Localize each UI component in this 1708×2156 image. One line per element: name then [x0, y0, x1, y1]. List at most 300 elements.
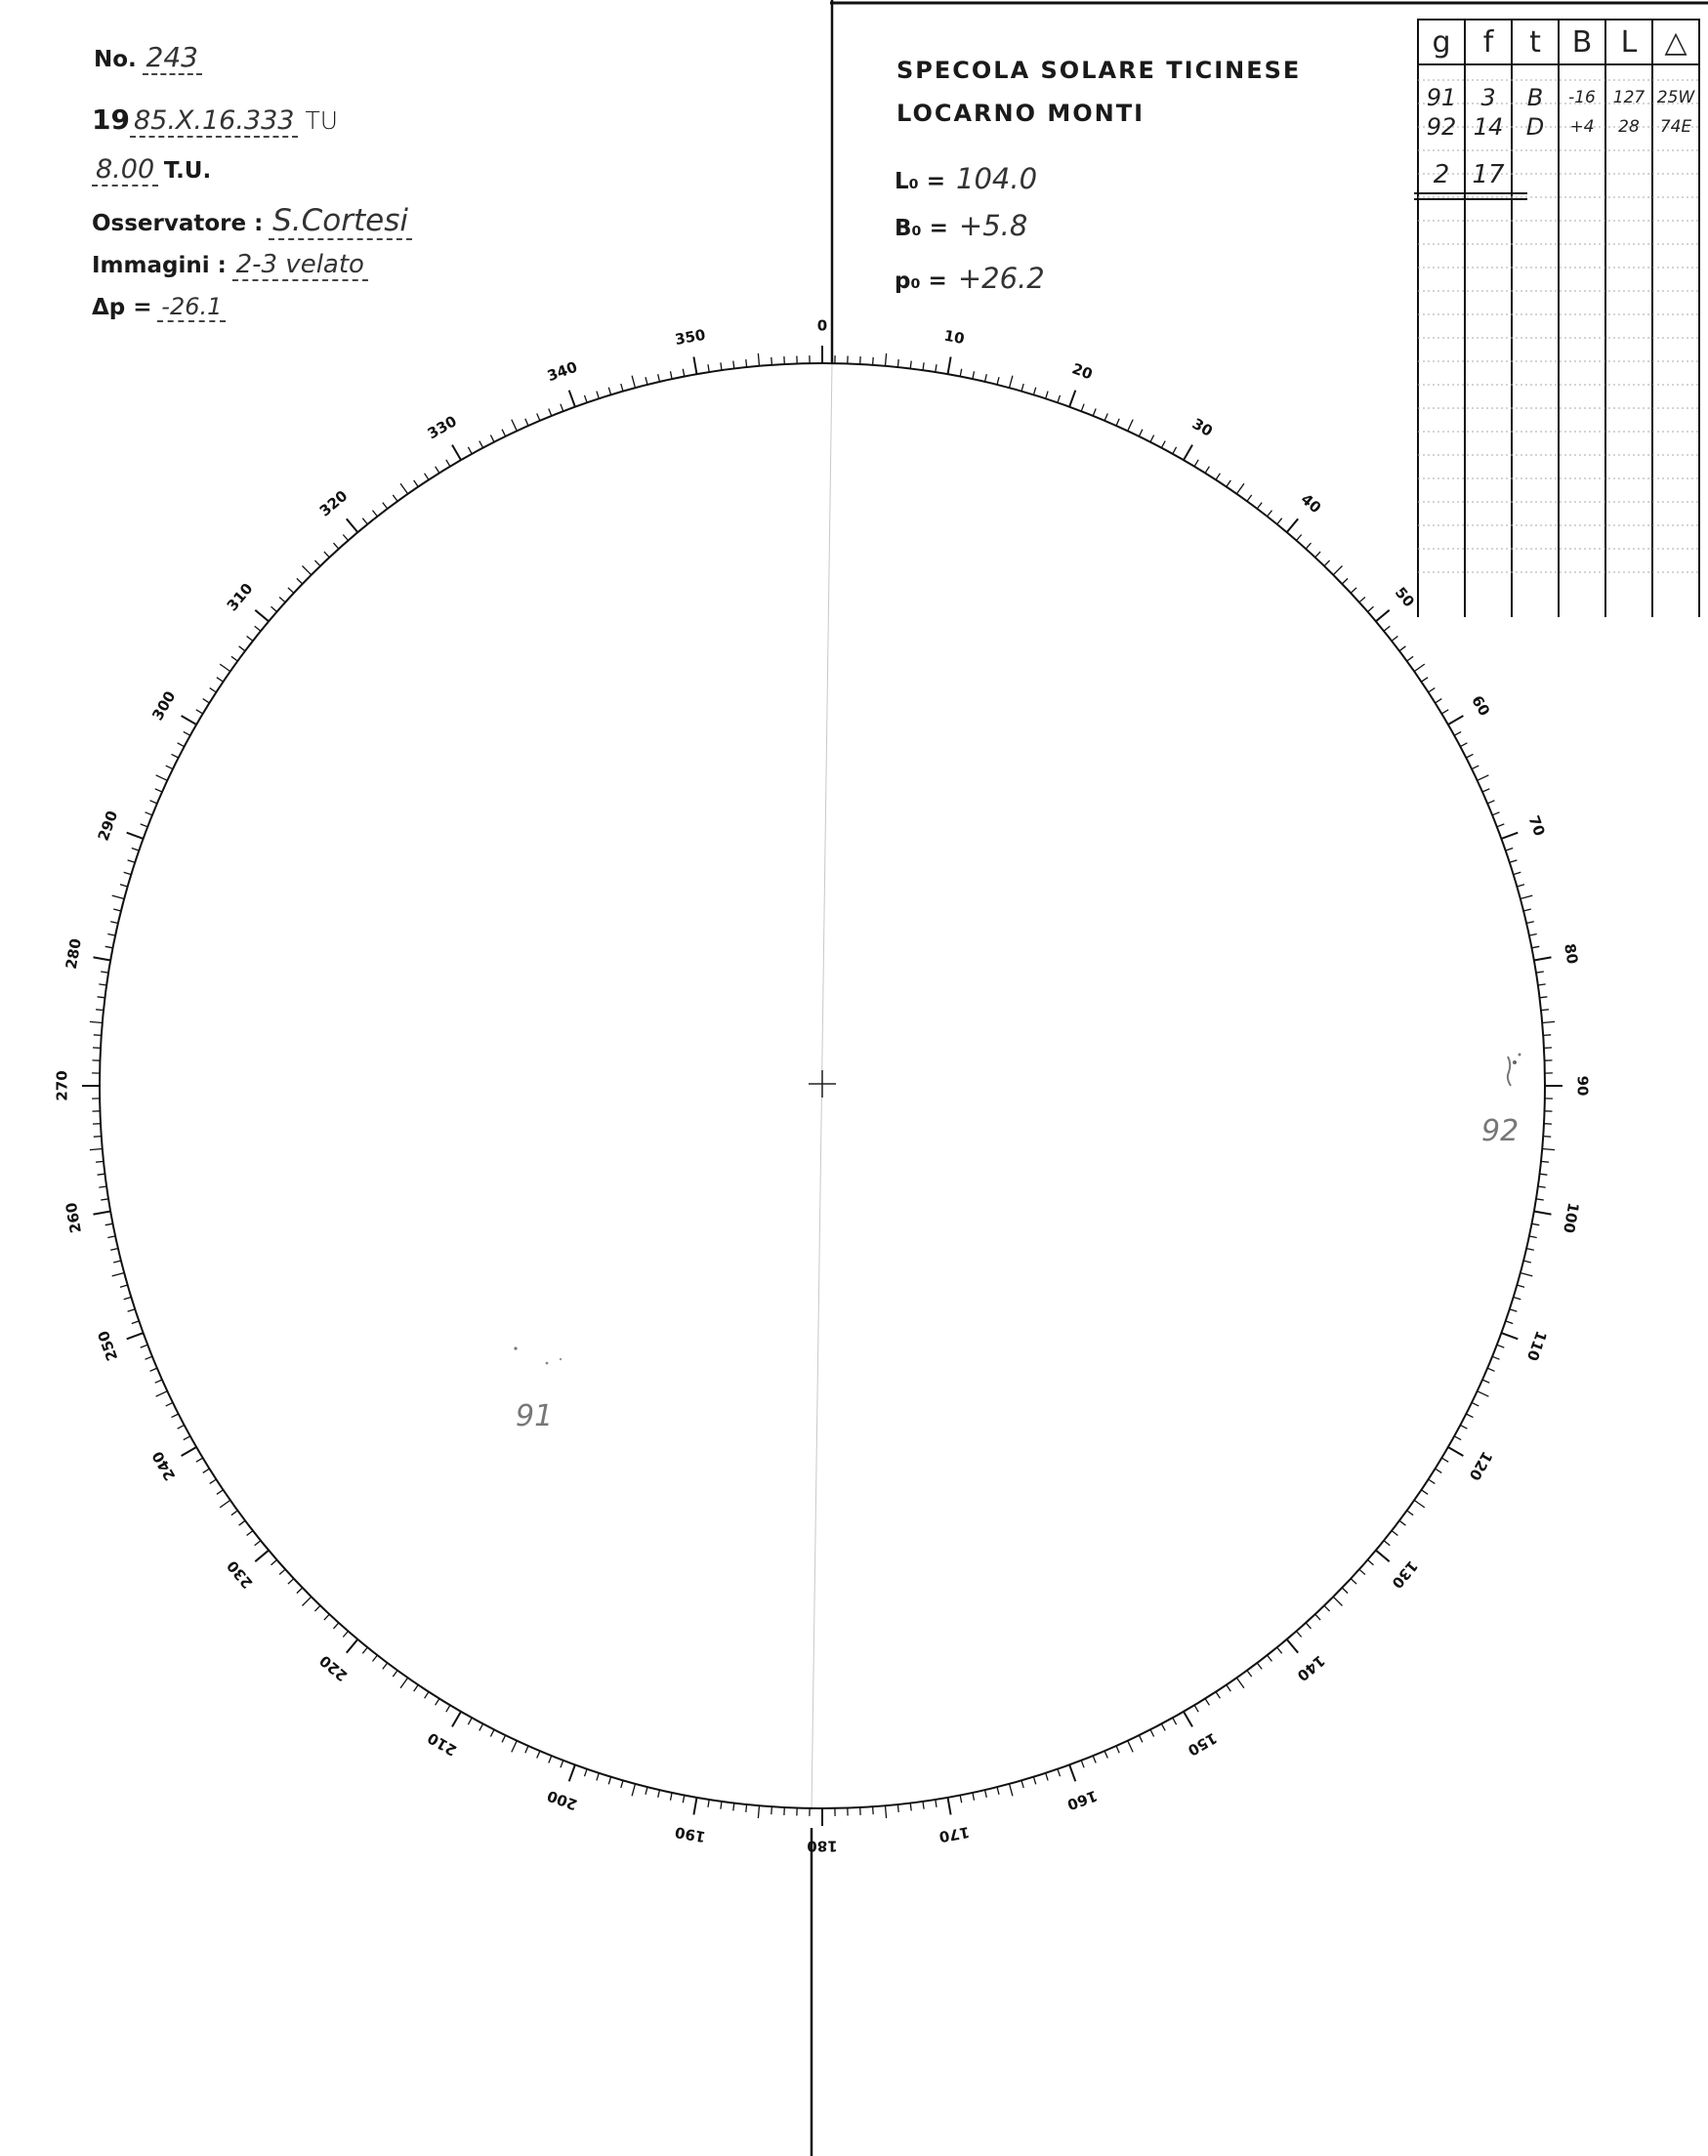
sunspot-mark — [1508, 1057, 1511, 1086]
degree-tick — [1046, 1773, 1048, 1781]
degree-tick — [1422, 678, 1429, 683]
degree-tick — [94, 1212, 111, 1215]
table-header-0: g — [1432, 25, 1451, 60]
degree-tick — [1205, 467, 1209, 474]
degree-tick — [1257, 503, 1262, 509]
degree-tick — [132, 1321, 140, 1324]
degree-tick — [948, 1798, 951, 1815]
degree-tick — [973, 371, 975, 379]
degree-tick — [1033, 1777, 1035, 1785]
degree-tick — [597, 1773, 599, 1781]
degree-tick — [632, 1784, 635, 1797]
degree-tick — [1460, 1425, 1467, 1429]
degree-tick — [1517, 885, 1524, 887]
degree-tick — [362, 518, 367, 524]
degree-tick — [112, 1273, 125, 1276]
degree-tick — [1492, 812, 1499, 815]
degree-label: 290 — [94, 808, 122, 844]
degree-tick — [425, 1692, 429, 1699]
degree-tick — [155, 789, 162, 792]
degree-tick — [1531, 946, 1539, 948]
degree-label: 110 — [1522, 1328, 1551, 1364]
degree-tick — [1526, 1249, 1534, 1251]
degree-tick — [110, 1249, 118, 1251]
degree-tick — [452, 445, 461, 461]
degree-tick — [99, 984, 106, 985]
degree-tick — [1506, 849, 1514, 851]
table-header-2: t — [1529, 25, 1541, 60]
degree-tick — [383, 1663, 388, 1669]
degree-tick — [373, 1655, 378, 1661]
degree-tick — [231, 656, 237, 661]
degree-tick — [1526, 922, 1534, 924]
degree-tick — [1287, 1639, 1299, 1653]
degree-tick — [1414, 664, 1425, 672]
group-label-91: 91 — [516, 1399, 554, 1433]
degree-tick — [1542, 1021, 1555, 1022]
degree-tick — [105, 946, 113, 948]
degree-label: 250 — [94, 1328, 122, 1364]
table-cell: 92 — [1426, 113, 1457, 141]
degree-tick — [334, 1623, 339, 1629]
degree-tick — [693, 1798, 696, 1815]
table-cell: 74E — [1659, 117, 1692, 137]
degree-tick — [1466, 754, 1473, 758]
degree-tick — [1359, 598, 1365, 602]
degree-tick — [1541, 1010, 1549, 1011]
degree-tick — [231, 1511, 237, 1515]
degree-tick — [297, 1588, 303, 1594]
degree-tick — [1472, 766, 1479, 769]
param-p0-label: p₀ = — [895, 269, 947, 294]
table-header-5: △ — [1664, 25, 1687, 60]
degree-tick — [569, 391, 575, 407]
degree-tick — [1514, 872, 1521, 874]
degree-tick — [141, 1345, 148, 1348]
degree-tick — [1359, 1569, 1365, 1574]
degree-label: 180 — [807, 1837, 838, 1855]
degree-label: 130 — [1388, 1556, 1422, 1593]
degree-tick — [1277, 518, 1282, 524]
date-suffix: TU — [305, 106, 339, 135]
degree-tick — [985, 1790, 987, 1798]
degree-tick — [393, 1671, 397, 1677]
degree-label: 310 — [223, 579, 257, 615]
degree-tick — [184, 731, 190, 735]
degree-label: 300 — [148, 687, 180, 724]
degree-tick — [113, 1261, 121, 1263]
degree-tick — [94, 1137, 102, 1138]
degree-label: 20 — [1069, 359, 1096, 384]
degree-tick — [746, 1804, 747, 1812]
degree-tick — [1033, 388, 1035, 395]
degree-tick — [393, 495, 397, 501]
degree-tick — [948, 357, 951, 375]
degree-tick — [721, 1802, 722, 1809]
degree-tick — [436, 467, 439, 474]
degree-tick — [1173, 447, 1177, 454]
degree-tick — [1448, 716, 1464, 725]
degree-tick — [1287, 518, 1299, 532]
degree-tick — [708, 1800, 709, 1807]
degree-tick — [490, 1729, 494, 1736]
degree-label: 50 — [1391, 583, 1418, 611]
degree-tick — [771, 1806, 772, 1814]
degree-tick — [127, 833, 144, 839]
degree-tick — [1534, 1212, 1552, 1215]
degree-tick — [1540, 997, 1548, 998]
degree-tick — [178, 743, 185, 747]
degree-tick — [621, 384, 623, 392]
degree-tick — [1543, 1137, 1551, 1138]
degree-label: 0 — [816, 316, 828, 335]
degree-tick — [585, 395, 588, 403]
table-cell: 25W — [1656, 88, 1695, 107]
degree-tick — [997, 377, 999, 385]
degree-tick — [1227, 1685, 1231, 1692]
degree-tick — [124, 872, 132, 874]
degree-tick — [1116, 1746, 1119, 1753]
degree-tick — [1454, 1436, 1461, 1440]
degree-tick — [733, 361, 734, 369]
degree-tick — [210, 688, 217, 692]
degree-tick — [446, 460, 450, 467]
degree-tick — [239, 1520, 245, 1525]
degree-label: 30 — [1188, 414, 1216, 440]
degree-tick — [1540, 1174, 1548, 1175]
degree-tick — [1139, 1735, 1143, 1742]
degree-tick — [1376, 1551, 1390, 1562]
degree-tick — [150, 801, 157, 804]
degree-tick — [96, 1161, 104, 1162]
degree-tick — [362, 1647, 367, 1653]
degree-tick — [255, 1551, 269, 1562]
degree-tick — [1058, 395, 1061, 403]
degree-tick — [220, 1500, 230, 1508]
degree-tick — [172, 754, 179, 758]
degree-tick — [1324, 1605, 1330, 1611]
degree-tick — [383, 503, 388, 509]
table-total: 2 — [1433, 160, 1450, 189]
degree-tick — [1324, 560, 1330, 566]
degree-tick — [1538, 1186, 1546, 1187]
degree-tick — [1529, 1236, 1537, 1238]
sunspot-group-91-marks — [514, 1347, 562, 1364]
degree-tick — [1081, 404, 1084, 412]
degree-tick — [94, 1035, 102, 1036]
degree-tick — [923, 1802, 924, 1809]
degree-tick — [658, 374, 660, 382]
degree-tick — [1482, 789, 1489, 792]
degree-tick — [446, 1705, 450, 1712]
degree-tick — [1257, 1663, 1262, 1669]
table-cell: 14 — [1473, 113, 1504, 141]
degree-tick — [1184, 445, 1192, 461]
degree-tick — [1297, 535, 1302, 541]
degree-tick — [1184, 1712, 1192, 1727]
degree-tick — [452, 1712, 461, 1727]
observatory-name: SPECOLA SOLARE TICINESE — [896, 57, 1302, 84]
number-value: 243 — [143, 41, 202, 75]
table-cell: 127 — [1612, 88, 1646, 107]
degree-tick — [210, 1479, 217, 1483]
degree-tick — [683, 1795, 685, 1803]
degree-tick — [217, 1490, 224, 1495]
degree-tick — [1161, 1723, 1165, 1730]
degree-tick — [90, 1149, 103, 1150]
degree-tick — [324, 552, 329, 558]
param-p0-value: +26.2 — [957, 262, 1045, 295]
degree-tick — [1333, 1596, 1342, 1605]
degree-tick — [178, 1425, 185, 1429]
degree-label: 60 — [1468, 692, 1494, 720]
degree-tick — [1487, 801, 1494, 804]
degree-tick — [1351, 588, 1356, 593]
table-cell: 3 — [1480, 84, 1496, 111]
degree-label: 210 — [424, 1728, 460, 1760]
degree-tick — [124, 1297, 132, 1299]
degree-tick — [771, 357, 772, 365]
degree-tick — [1093, 1756, 1096, 1762]
time-value: 8.00 — [92, 154, 158, 187]
degree-tick — [1306, 1623, 1311, 1629]
degree-tick — [658, 1790, 660, 1798]
degree-tick — [468, 1718, 472, 1724]
degree-tick — [288, 588, 294, 593]
degree-tick — [585, 1769, 588, 1777]
degree-tick — [1194, 460, 1198, 467]
degree-tick — [1521, 1273, 1533, 1276]
degree-tick — [1531, 1223, 1539, 1225]
degree-tick — [414, 1685, 419, 1692]
degree-tick — [128, 1309, 136, 1311]
degree-tick — [1010, 1784, 1013, 1797]
degree-tick — [1247, 1671, 1252, 1677]
degree-tick — [646, 1787, 647, 1795]
degree-tick — [897, 359, 898, 367]
table-header-4: L — [1620, 25, 1638, 60]
degree-tick — [1227, 480, 1231, 487]
degree-tick — [1541, 1161, 1549, 1162]
degree-tick — [1542, 1149, 1555, 1150]
degree-tick — [1139, 430, 1143, 436]
degree-tick — [98, 997, 105, 998]
degree-tick — [271, 606, 277, 611]
date-value: 85.X.16.333 — [130, 105, 299, 138]
degree-tick — [1538, 984, 1546, 985]
degree-tick — [886, 1805, 887, 1818]
degree-tick — [1315, 1614, 1320, 1620]
degree-tick — [525, 419, 528, 426]
group-label-92: 92 — [1481, 1114, 1520, 1148]
degree-tick — [1448, 1447, 1464, 1456]
degree-tick — [1429, 688, 1436, 692]
degree-tick — [101, 1199, 108, 1200]
degree-tick — [671, 371, 673, 379]
degree-tick — [132, 849, 140, 851]
degree-tick — [886, 353, 887, 366]
degree-tick — [537, 1751, 540, 1758]
degree-tick — [112, 895, 125, 898]
degree-tick — [1205, 1699, 1209, 1706]
degree-tick — [549, 409, 552, 416]
degree-tick — [897, 1804, 898, 1812]
degree-tick — [150, 1368, 157, 1371]
degree-tick — [1501, 1333, 1518, 1339]
degree-tick — [239, 646, 245, 651]
degree-tick — [303, 1596, 312, 1605]
degree-tick — [1236, 1678, 1244, 1688]
table-cell: -16 — [1568, 88, 1596, 107]
degree-tick — [1510, 860, 1518, 862]
param-b0-value: +5.8 — [958, 209, 1028, 242]
degree-tick — [1536, 972, 1544, 973]
degree-label: 340 — [544, 357, 580, 386]
degree-tick — [172, 1414, 179, 1418]
degree-tick — [1150, 1729, 1154, 1736]
degree-tick — [1514, 1297, 1521, 1299]
degree-tick — [693, 357, 696, 375]
degree-tick — [156, 775, 168, 781]
degree-tick — [1010, 376, 1013, 389]
degree-label: 40 — [1297, 490, 1325, 518]
degree-tick — [247, 637, 253, 642]
degree-tick — [334, 543, 339, 549]
degree-label: 150 — [1185, 1728, 1221, 1760]
degree-tick — [1399, 1520, 1405, 1525]
degree-tick — [1150, 435, 1154, 442]
degree-label: 160 — [1064, 1786, 1101, 1814]
degree-tick — [1466, 1414, 1473, 1418]
degree-tick — [1081, 1761, 1084, 1768]
degree-tick — [746, 359, 747, 367]
degree-tick — [1436, 1469, 1442, 1472]
degree-label: 100 — [1560, 1201, 1583, 1235]
degree-tick — [1517, 1285, 1524, 1287]
degree-tick — [314, 560, 320, 566]
degree-tick — [1247, 495, 1252, 501]
degree-tick — [184, 1436, 190, 1440]
degree-tick — [1429, 1479, 1436, 1483]
sunspot-group-92-marks — [1508, 1054, 1521, 1087]
degree-tick — [203, 1469, 210, 1472]
degree-tick — [196, 710, 203, 714]
degree-tick — [182, 716, 197, 725]
table-cell: 91 — [1426, 84, 1457, 111]
table-cell: B — [1526, 84, 1544, 111]
degree-tick — [1384, 626, 1390, 631]
degree-tick — [105, 1223, 113, 1225]
table-cell: 28 — [1618, 117, 1640, 137]
degree-tick — [166, 766, 173, 769]
degree-label: 280 — [62, 936, 85, 971]
degree-tick — [985, 374, 987, 382]
degree-tick — [146, 812, 152, 815]
degree-tick — [1441, 1458, 1448, 1462]
sunspot-dot — [1513, 1060, 1517, 1064]
degree-tick — [1523, 909, 1531, 911]
degree-tick — [247, 1531, 253, 1536]
number-label: No. — [94, 47, 137, 72]
observer-label: Osservatore : — [92, 211, 264, 236]
degree-tick — [479, 441, 483, 448]
degree-tick — [343, 1632, 348, 1638]
degree-tick — [1268, 1655, 1272, 1661]
degree-tick — [1376, 610, 1390, 622]
degree-label: 220 — [315, 1651, 352, 1685]
degree-tick — [1407, 1511, 1413, 1515]
degree-tick — [343, 535, 348, 541]
degree-tick — [1487, 1368, 1494, 1371]
sunspot-dot — [546, 1362, 549, 1365]
degree-tick — [733, 1804, 734, 1811]
degree-tick — [1069, 391, 1075, 407]
degree-tick — [113, 909, 121, 911]
degree-tick — [1236, 483, 1244, 494]
param-l0-label: L₀ = — [895, 169, 946, 194]
time-suffix: T.U. — [163, 158, 212, 184]
degree-label: 190 — [673, 1823, 707, 1846]
degree-tick — [597, 392, 599, 399]
degree-tick — [960, 369, 962, 377]
degree-tick — [561, 404, 563, 412]
degree-tick — [1407, 656, 1413, 661]
degree-label: 90 — [1573, 1075, 1592, 1097]
degree-tick — [1441, 710, 1448, 714]
date-prefix: 19 — [92, 104, 130, 136]
degree-tick — [279, 598, 285, 602]
degree-tick — [99, 1186, 106, 1187]
degree-tick — [621, 1780, 623, 1788]
degree-tick — [537, 414, 540, 421]
degree-label: 10 — [942, 326, 967, 348]
degree-tick — [146, 1356, 152, 1359]
degree-tick — [1501, 833, 1518, 839]
degree-tick — [107, 1236, 115, 1238]
degree-tick — [1093, 409, 1096, 416]
table-cell: +4 — [1569, 117, 1595, 137]
degree-tick — [347, 1639, 358, 1653]
degree-tick — [632, 376, 635, 389]
delta-p-value: -26.1 — [157, 293, 226, 322]
degree-tick — [94, 957, 111, 960]
degree-tick — [1306, 543, 1311, 549]
degree-tick — [90, 1021, 103, 1022]
degree-tick — [1368, 1560, 1374, 1565]
degree-tick — [1399, 646, 1405, 651]
table-cell: D — [1525, 113, 1545, 141]
degree-label: 200 — [544, 1786, 580, 1814]
degree-tick — [1173, 1718, 1177, 1724]
degree-tick — [923, 362, 924, 370]
degree-tick — [128, 860, 136, 862]
degree-tick — [120, 885, 128, 887]
degree-tick — [1342, 578, 1348, 584]
degree-tick — [1069, 1764, 1075, 1781]
table-total: 17 — [1472, 160, 1505, 189]
degree-tick — [98, 1174, 105, 1175]
degree-tick — [502, 1735, 506, 1742]
degree-tick — [1194, 1705, 1198, 1712]
degree-tick — [502, 430, 506, 436]
degree-tick — [203, 699, 210, 703]
degree-label: 260 — [62, 1201, 85, 1235]
degree-label: 120 — [1465, 1448, 1496, 1484]
degree-tick — [120, 1285, 128, 1287]
degree-tick — [196, 1458, 203, 1462]
degree-tick — [1510, 1309, 1518, 1311]
param-l0-value: 104.0 — [956, 162, 1038, 195]
